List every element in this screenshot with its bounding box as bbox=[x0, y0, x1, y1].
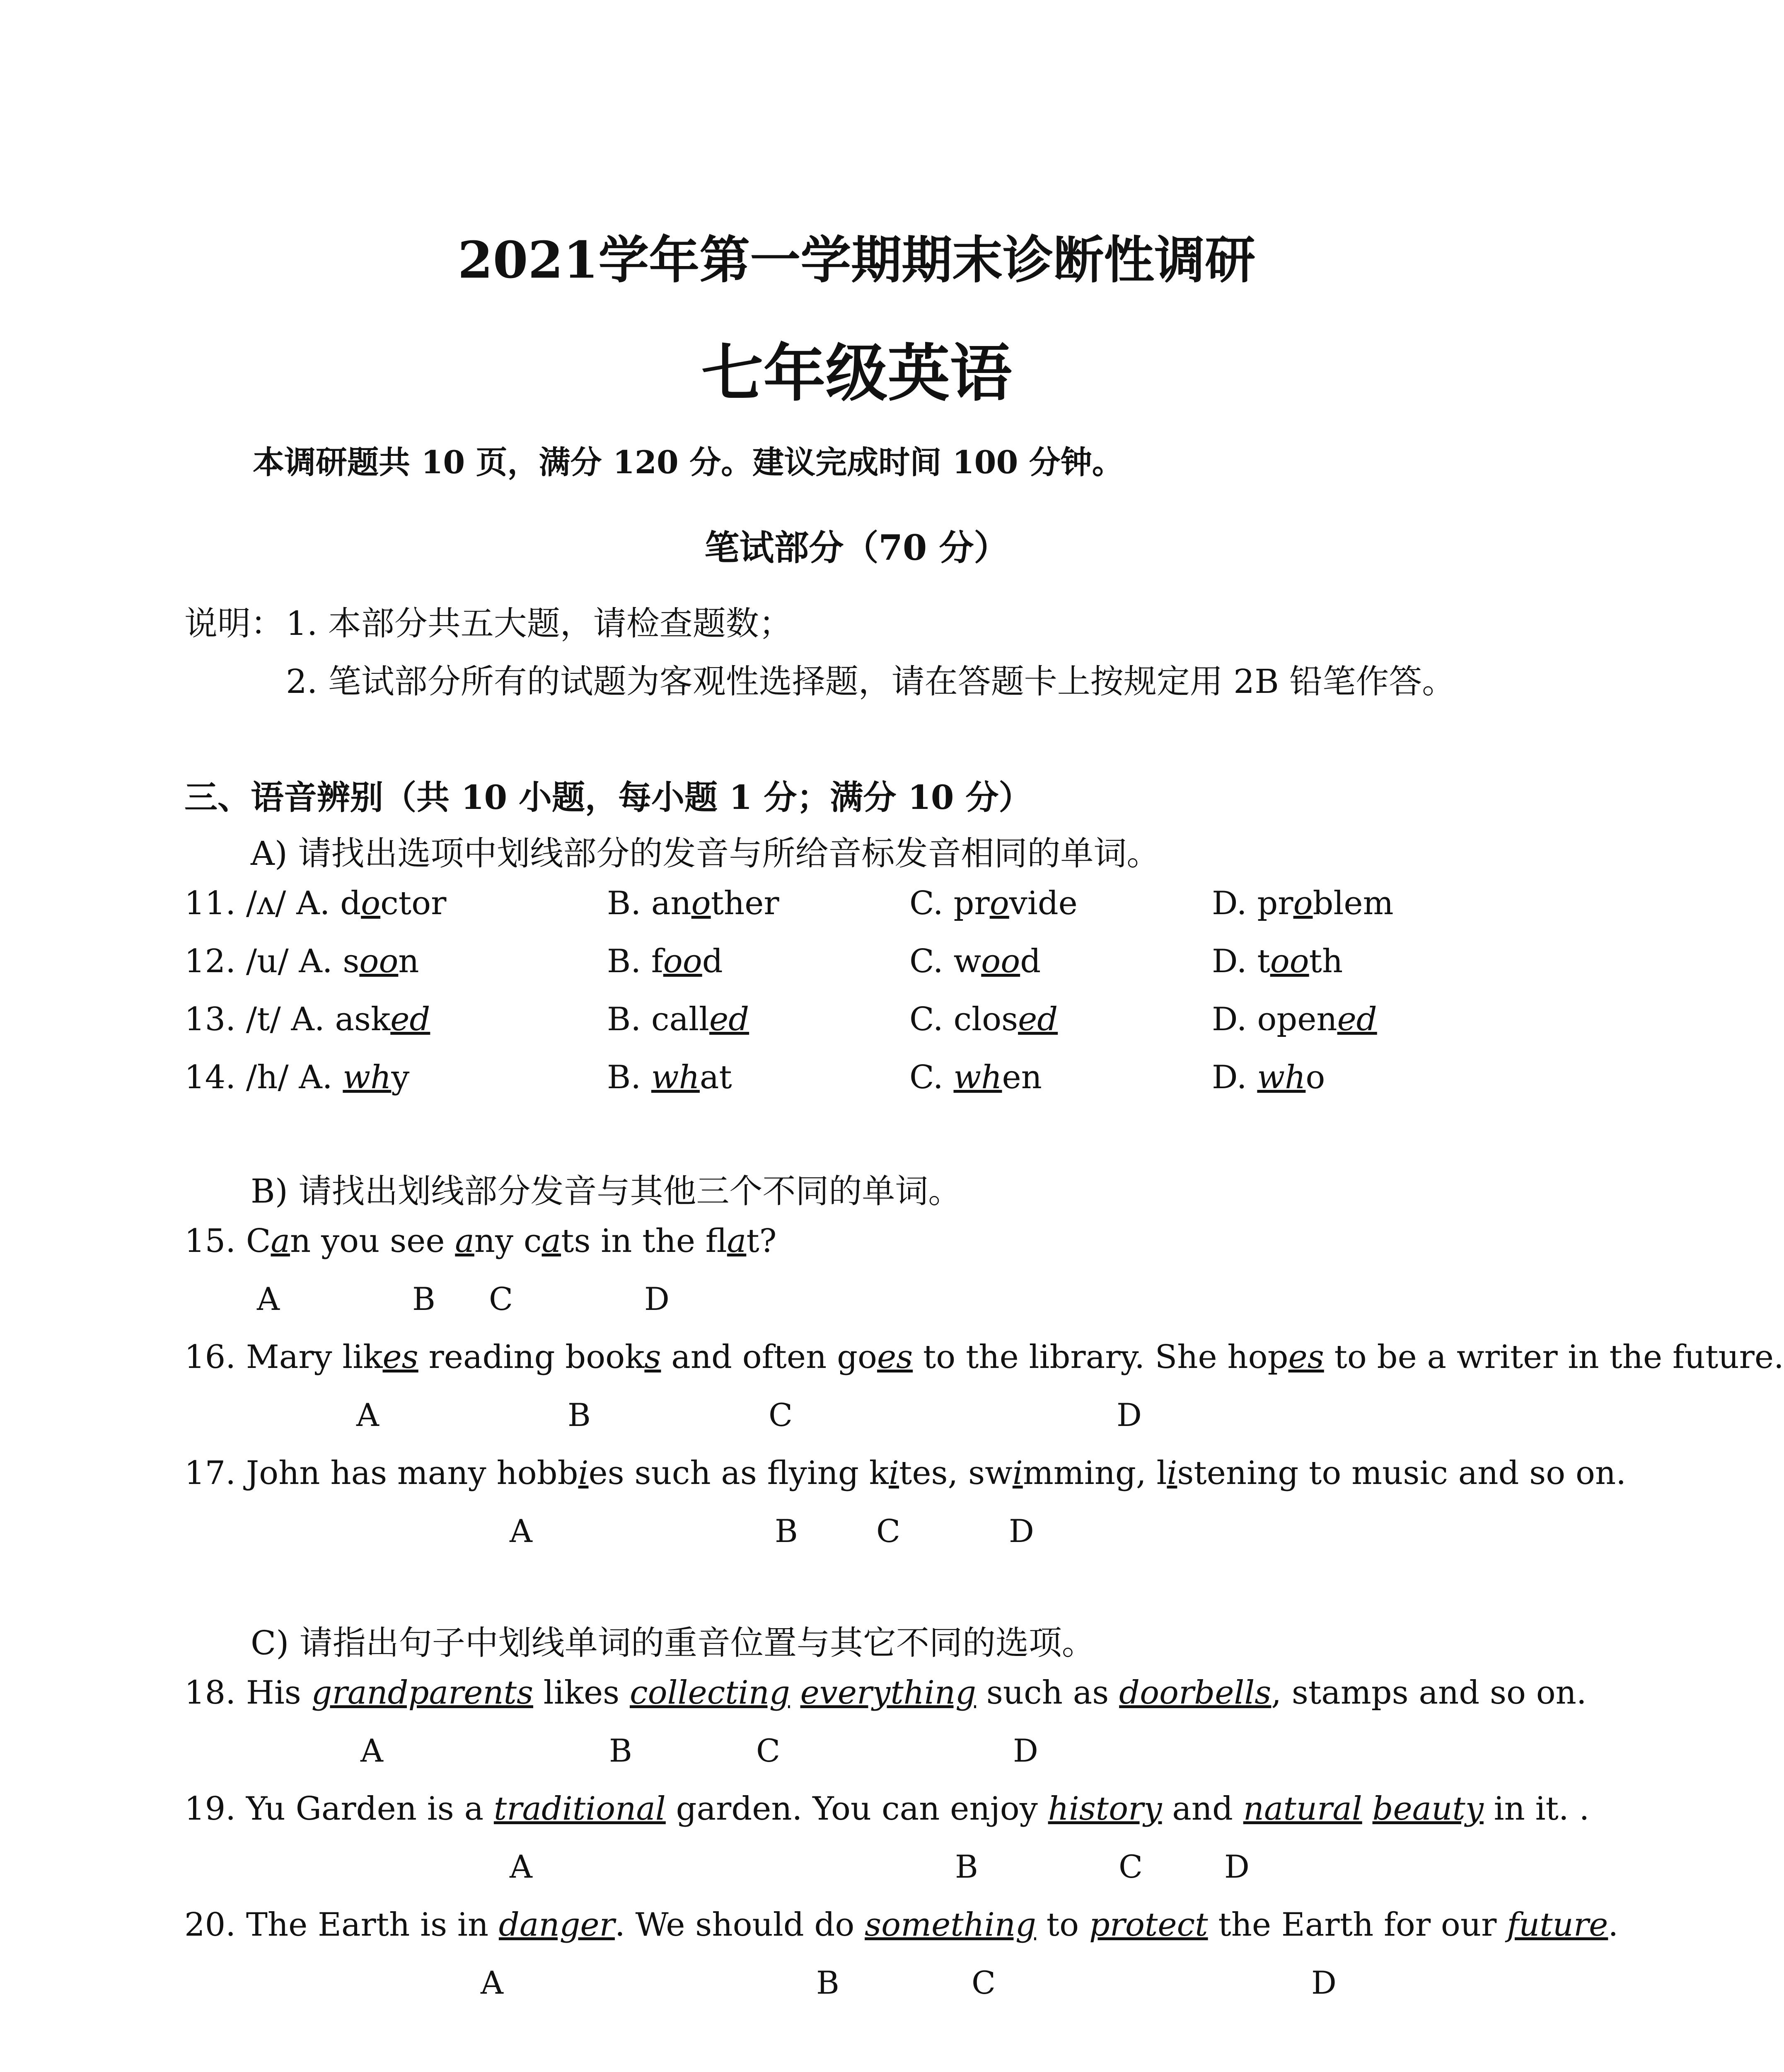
q17-sentence: 17. John has many hobbies such as flying kites, swimming, listening to music and so on. bbox=[184, 1455, 1627, 1492]
q16-letter-d: D bbox=[1117, 1397, 1142, 1433]
q20-letter-a: A bbox=[481, 1964, 503, 2001]
q11-option-c: C. provide bbox=[909, 885, 1078, 922]
q18-letter-c: C bbox=[756, 1732, 781, 1769]
exam-subject: 七年级英语 bbox=[701, 337, 1012, 410]
q16-letter-b: B bbox=[568, 1397, 591, 1433]
q11-option-b: B. another bbox=[607, 885, 779, 922]
section-3-heading: 三、语音辨别（共 10 小题，每小题 1 分；满分 10 分） bbox=[184, 778, 1032, 817]
exam-note: 本调研题共 10 页，满分 120 分。建议完成时间 100 分钟。 bbox=[253, 444, 1124, 481]
q17-letter-a: A bbox=[510, 1513, 532, 1549]
instructions-label: 说明： bbox=[184, 604, 284, 643]
q12-option-d: D. tooth bbox=[1212, 943, 1343, 980]
q18-letter-a: A bbox=[360, 1732, 383, 1769]
q13-option-b: B. called bbox=[607, 1001, 749, 1038]
q20-sentence: 20. The Earth is in danger. We should do something to protect the Earth for our future. bbox=[184, 1906, 1619, 1944]
q17-letter-b: B bbox=[775, 1513, 798, 1549]
q19-letter-d: D bbox=[1224, 1848, 1250, 1885]
q18-letter-b: B bbox=[609, 1732, 632, 1769]
q19-letter-a: A bbox=[510, 1848, 532, 1885]
q20-letter-b: B bbox=[816, 1964, 839, 2001]
q14-option-c: C. when bbox=[909, 1059, 1042, 1096]
section-4-heading bbox=[184, 2068, 1032, 2072]
q15-letter-d: D bbox=[644, 1280, 670, 1317]
q14-option-b: B. what bbox=[607, 1059, 732, 1096]
q19-sentence: 19. Yu Garden is a traditional garden. You can enjoy history and natural beauty in it. . bbox=[184, 1790, 1590, 1828]
q16-letter-c: C bbox=[769, 1397, 793, 1433]
q15-letter-c: C bbox=[489, 1280, 513, 1317]
q19-letter-c: C bbox=[1119, 1848, 1143, 1885]
q11-option-d: D. problem bbox=[1212, 885, 1394, 922]
q16-letter-a: A bbox=[356, 1397, 379, 1433]
q14-option-a: 14. /h/ A. why bbox=[184, 1059, 410, 1096]
exam-title: 2021学年第一学期期末诊断性调研 bbox=[457, 230, 1256, 290]
q20-letter-c: C bbox=[972, 1964, 996, 2001]
q17-letter-d: D bbox=[1009, 1513, 1034, 1549]
q13-option-c: C. closed bbox=[909, 1001, 1058, 1038]
q13-option-d: D. opened bbox=[1212, 1001, 1377, 1038]
q12-option-c: C. wood bbox=[909, 943, 1041, 980]
instruction-1: 1. 本部分共五大题，请检查题数； bbox=[286, 604, 792, 643]
q16-sentence: 16. Mary likes reading books and often goes to the library. She hopes to be a writer in the future. bbox=[184, 1339, 1784, 1376]
q15-letter-a: A bbox=[257, 1280, 280, 1317]
instruction-2: 2. 笔试部分所有的试题为客观性选择题，请在答题卡上按规定用 2B 铅笔作答。 bbox=[286, 662, 1455, 701]
q15-letter-b: B bbox=[412, 1280, 435, 1317]
written-part-heading: 笔试部分（70 分） bbox=[704, 527, 1009, 568]
q19-letter-b: B bbox=[955, 1848, 978, 1885]
q14-option-d: D. who bbox=[1212, 1059, 1325, 1096]
q11-option-a: 11. /ʌ/ A. doctor bbox=[184, 885, 447, 922]
q20-letter-d: D bbox=[1311, 1964, 1337, 2001]
q17-letter-c: C bbox=[876, 1513, 901, 1549]
q13-option-a: 13. /t/ A. asked bbox=[184, 1001, 430, 1038]
q12-option-a: 12. /u/ A. soon bbox=[184, 943, 419, 980]
part-a-instruction: A) 请找出选项中划线部分的发音与所给音标发音相同的单词。 bbox=[251, 834, 1160, 873]
part-b-instruction: B) 请找出划线部分发音与其他三个不同的单词。 bbox=[251, 1172, 962, 1210]
part-c-instruction: C) 请指出句子中划线单词的重音位置与其它不同的选项。 bbox=[251, 1624, 1095, 1662]
q15-sentence: 15. Can you see any cats in the flat? bbox=[184, 1222, 777, 1260]
q18-sentence: 18. His grandparents likes collecting everything such as doorbells, stamps and so on. bbox=[184, 1674, 1587, 1711]
q12-option-b: B. food bbox=[607, 943, 723, 980]
q18-letter-d: D bbox=[1013, 1732, 1038, 1769]
